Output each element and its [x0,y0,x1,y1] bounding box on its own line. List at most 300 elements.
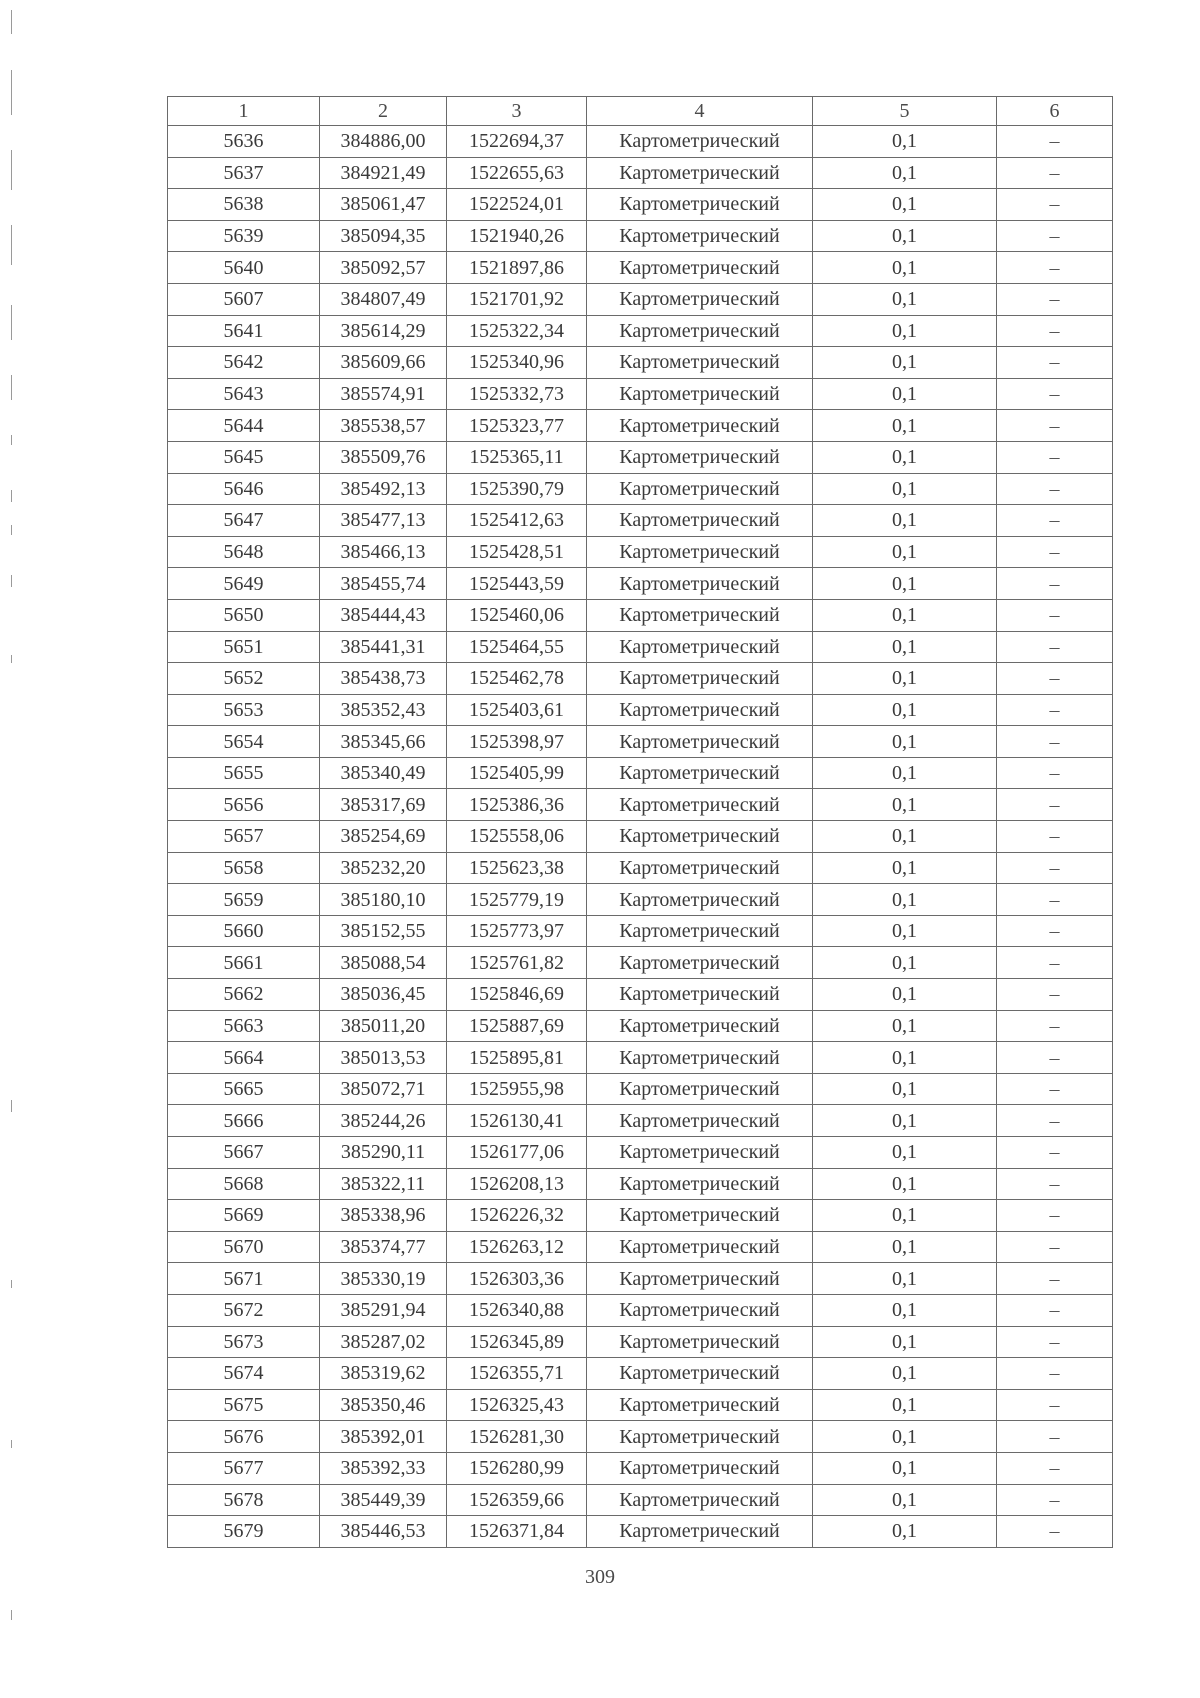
table-cell-col-4: Картометрический [587,157,813,189]
table-cell-col-4: Картометрический [587,599,813,631]
table-cell-col-5: 0,1 [813,1137,997,1169]
table-cell-col-6: – [997,599,1113,631]
table-cell-col-3: 1525460,06 [447,599,587,631]
table-cell-col-6: – [997,1389,1113,1421]
table-cell-col-5: 0,1 [813,599,997,631]
table-row [168,1042,1113,1074]
table-cell-col-2: 385340,49 [320,757,447,789]
table-cell-col-2: 385088,54 [320,947,447,979]
table-cell-col-5: 0,1 [813,789,997,821]
table-cell-col-1: 5637 [168,157,320,189]
table-row [168,378,1113,410]
table-cell-col-2: 385449,39 [320,1484,447,1516]
table-cell-col-5: 0,1 [813,663,997,695]
table-row [168,1452,1113,1484]
table-cell-col-6: – [997,252,1113,284]
table-cell-col-3: 1525462,78 [447,663,587,695]
table-cell-col-2: 385446,53 [320,1516,447,1548]
table-cell-col-3: 1526177,06 [447,1137,587,1169]
table-cell-col-4: Картометрический [587,1168,813,1200]
table-cell-col-6: – [997,947,1113,979]
table-cell-col-5: 0,1 [813,631,997,663]
table-cell-col-4: Картометрический [587,852,813,884]
table-cell-col-3: 1526325,43 [447,1389,587,1421]
table-row [168,852,1113,884]
table-cell-col-5: 0,1 [813,1484,997,1516]
table-cell-col-2: 385392,33 [320,1452,447,1484]
table-cell-col-6: – [997,1073,1113,1105]
table-cell-col-2: 385455,74 [320,568,447,600]
table-cell-col-6: – [997,315,1113,347]
table-cell-col-6: – [997,189,1113,221]
table-cell-col-5: 0,1 [813,1010,997,1042]
coordinates-table [167,96,1113,1548]
table-cell-col-1: 5657 [168,821,320,853]
table-cell-col-2: 385352,43 [320,694,447,726]
table-cell-col-3: 1526130,41 [447,1105,587,1137]
table-row [168,947,1113,979]
table-cell-col-4: Картометрический [587,347,813,379]
table-cell-col-3: 1526359,66 [447,1484,587,1516]
table-cell-col-3: 1526345,89 [447,1326,587,1358]
table-cell-col-4: Картометрический [587,1452,813,1484]
table-row [168,347,1113,379]
table-cell-col-1: 5636 [168,126,320,158]
table-cell-col-4: Картометрический [587,1042,813,1074]
table-cell-col-5: 0,1 [813,220,997,252]
table-cell-col-3: 1526355,71 [447,1358,587,1390]
table-cell-col-3: 1525623,38 [447,852,587,884]
column-header-6: 6 [997,97,1113,126]
table-row [168,1073,1113,1105]
table-cell-col-5: 0,1 [813,126,997,158]
table-cell-col-1: 5662 [168,979,320,1011]
table-cell-col-4: Картометрический [587,631,813,663]
table-cell-col-1: 5661 [168,947,320,979]
table-cell-col-2: 385466,13 [320,536,447,568]
table-row [168,1421,1113,1453]
table-cell-col-4: Картометрический [587,1326,813,1358]
table-cell-col-2: 385338,96 [320,1200,447,1232]
table-cell-col-3: 1525340,96 [447,347,587,379]
table-cell-col-6: – [997,1231,1113,1263]
table-cell-col-6: – [997,1200,1113,1232]
table-cell-col-3: 1525761,82 [447,947,587,979]
table-row [168,1168,1113,1200]
column-header-5: 5 [813,97,997,126]
table-row [168,1358,1113,1390]
table-row [168,505,1113,537]
table-cell-col-2: 385011,20 [320,1010,447,1042]
table-cell-col-4: Картометрический [587,1105,813,1137]
table-row [168,1326,1113,1358]
table-cell-col-5: 0,1 [813,1200,997,1232]
table-cell-col-3: 1525887,69 [447,1010,587,1042]
table-cell-col-1: 5659 [168,884,320,916]
table-cell-col-2: 384921,49 [320,157,447,189]
table-cell-col-5: 0,1 [813,947,997,979]
table-cell-col-4: Картометрический [587,220,813,252]
table-cell-col-2: 385345,66 [320,726,447,758]
table-cell-col-3: 1525779,19 [447,884,587,916]
table-cell-col-4: Картометрический [587,378,813,410]
table-cell-col-5: 0,1 [813,726,997,758]
table-cell-col-6: – [997,126,1113,158]
table-cell-col-4: Картометрический [587,789,813,821]
table-cell-col-4: Картометрический [587,694,813,726]
table-cell-col-3: 1525464,55 [447,631,587,663]
table-row [168,220,1113,252]
table-cell-col-6: – [997,821,1113,853]
table-body [168,126,1113,1548]
table-cell-col-2: 385441,31 [320,631,447,663]
table-cell-col-5: 0,1 [813,1326,997,1358]
table-cell-col-6: – [997,220,1113,252]
table-cell-col-1: 5655 [168,757,320,789]
table-cell-col-6: – [997,1294,1113,1326]
table-cell-col-4: Картометрический [587,473,813,505]
table-row [168,568,1113,600]
table-cell-col-2: 385322,11 [320,1168,447,1200]
table-cell-col-3: 1525773,97 [447,915,587,947]
table-row [168,631,1113,663]
table-row [168,884,1113,916]
table-cell-col-2: 385374,77 [320,1231,447,1263]
table-cell-col-2: 385492,13 [320,473,447,505]
table-cell-col-3: 1525846,69 [447,979,587,1011]
table-cell-col-4: Картометрический [587,1421,813,1453]
table-row [168,410,1113,442]
table-cell-col-6: – [997,1263,1113,1295]
table-cell-col-1: 5671 [168,1263,320,1295]
table-cell-col-1: 5672 [168,1294,320,1326]
table-cell-col-2: 385538,57 [320,410,447,442]
table-cell-col-5: 0,1 [813,821,997,853]
table-cell-col-5: 0,1 [813,694,997,726]
table-cell-col-2: 385232,20 [320,852,447,884]
table-cell-col-2: 385094,35 [320,220,447,252]
table-cell-col-4: Картометрический [587,441,813,473]
table-cell-col-4: Картометрический [587,189,813,221]
table-cell-col-5: 0,1 [813,189,997,221]
table-cell-col-2: 385254,69 [320,821,447,853]
table-cell-col-2: 385013,53 [320,1042,447,1074]
table-cell-col-5: 0,1 [813,315,997,347]
table-cell-col-2: 385244,26 [320,1105,447,1137]
table-cell-col-1: 5669 [168,1200,320,1232]
table-row [168,441,1113,473]
column-header-1: 1 [168,97,320,126]
table-cell-col-2: 385392,01 [320,1421,447,1453]
table-row [168,1231,1113,1263]
table-cell-col-5: 0,1 [813,1105,997,1137]
table-header [168,97,1113,126]
table-cell-col-4: Картометрический [587,1484,813,1516]
table-cell-col-2: 385574,91 [320,378,447,410]
table-cell-col-4: Картометрический [587,947,813,979]
table-cell-col-1: 5641 [168,315,320,347]
table-cell-col-1: 5638 [168,189,320,221]
table-cell-col-5: 0,1 [813,410,997,442]
table-cell-col-2: 385152,55 [320,915,447,947]
table-cell-col-4: Картометрический [587,1200,813,1232]
table-cell-col-2: 385291,94 [320,1294,447,1326]
table-cell-col-6: – [997,884,1113,916]
table-cell-col-6: – [997,1105,1113,1137]
table-row [168,1484,1113,1516]
table-cell-col-1: 5639 [168,220,320,252]
table-cell-col-4: Картометрический [587,1231,813,1263]
table-cell-col-1: 5653 [168,694,320,726]
table-cell-col-6: – [997,473,1113,505]
table-cell-col-5: 0,1 [813,1389,997,1421]
table-cell-col-5: 0,1 [813,979,997,1011]
table-cell-col-1: 5607 [168,283,320,315]
table-cell-col-1: 5674 [168,1358,320,1390]
table-cell-col-6: – [997,347,1113,379]
table-cell-col-3: 1525558,06 [447,821,587,853]
table-cell-col-6: – [997,979,1113,1011]
table-cell-col-2: 385444,43 [320,599,447,631]
table-cell-col-3: 1525443,59 [447,568,587,600]
table-cell-col-3: 1521897,86 [447,252,587,284]
table-row [168,157,1113,189]
table-row [168,315,1113,347]
table-cell-col-6: – [997,1452,1113,1484]
table-cell-col-3: 1525322,34 [447,315,587,347]
table-cell-col-3: 1525412,63 [447,505,587,537]
table-cell-col-5: 0,1 [813,441,997,473]
table-cell-col-6: – [997,631,1113,663]
table-cell-col-1: 5678 [168,1484,320,1516]
table-cell-col-4: Картометрический [587,1073,813,1105]
table-cell-col-3: 1525428,51 [447,536,587,568]
table-cell-col-3: 1526371,84 [447,1516,587,1548]
table-cell-col-6: – [997,1010,1113,1042]
table-cell-col-1: 5646 [168,473,320,505]
table-cell-col-4: Картометрический [587,884,813,916]
table-cell-col-4: Картометрический [587,252,813,284]
table-cell-col-1: 5649 [168,568,320,600]
table-cell-col-3: 1526303,36 [447,1263,587,1295]
scan-margin-marks [8,0,18,1698]
table-cell-col-6: – [997,1516,1113,1548]
table-cell-col-2: 385061,47 [320,189,447,221]
table-cell-col-2: 385287,02 [320,1326,447,1358]
table-cell-col-4: Картометрический [587,1389,813,1421]
header-row [168,97,1113,126]
table-row [168,126,1113,158]
table-cell-col-5: 0,1 [813,1294,997,1326]
table-cell-col-1: 5663 [168,1010,320,1042]
table-cell-col-3: 1525405,99 [447,757,587,789]
table-row [168,1010,1113,1042]
table-cell-col-4: Картометрический [587,757,813,789]
table-cell-col-1: 5642 [168,347,320,379]
table-cell-col-2: 384807,49 [320,283,447,315]
table-cell-col-6: – [997,789,1113,821]
table-row [168,283,1113,315]
table-row [168,726,1113,758]
table-cell-col-1: 5658 [168,852,320,884]
table-cell-col-3: 1525390,79 [447,473,587,505]
table-cell-col-4: Картометрический [587,283,813,315]
table-row [168,473,1113,505]
table-row [168,1294,1113,1326]
table-row [168,789,1113,821]
table-cell-col-6: – [997,1042,1113,1074]
table-cell-col-4: Картометрический [587,1137,813,1169]
table-row [168,757,1113,789]
table-cell-col-4: Картометрический [587,1516,813,1548]
table-cell-col-5: 0,1 [813,347,997,379]
table-cell-col-2: 385509,76 [320,441,447,473]
table-cell-col-2: 385438,73 [320,663,447,695]
table-cell-col-3: 1526226,32 [447,1200,587,1232]
table-cell-col-5: 0,1 [813,378,997,410]
table-cell-col-2: 385609,66 [320,347,447,379]
table-cell-col-6: – [997,1168,1113,1200]
table-cell-col-2: 385072,71 [320,1073,447,1105]
column-header-4: 4 [587,97,813,126]
table-cell-col-1: 5654 [168,726,320,758]
table-cell-col-5: 0,1 [813,852,997,884]
table-cell-col-1: 5645 [168,441,320,473]
table-cell-col-6: – [997,663,1113,695]
table-cell-col-1: 5675 [168,1389,320,1421]
table-cell-col-2: 385350,46 [320,1389,447,1421]
table-cell-col-1: 5670 [168,1231,320,1263]
table-cell-col-2: 385092,57 [320,252,447,284]
table-row [168,189,1113,221]
table-cell-col-1: 5676 [168,1421,320,1453]
table-cell-col-6: – [997,694,1113,726]
table-cell-col-6: – [997,157,1113,189]
table-cell-col-5: 0,1 [813,1231,997,1263]
table-cell-col-4: Картометрический [587,1263,813,1295]
table-cell-col-4: Картометрический [587,410,813,442]
table-cell-col-2: 385477,13 [320,505,447,537]
table-cell-col-4: Картометрический [587,505,813,537]
table-cell-col-5: 0,1 [813,1168,997,1200]
table-cell-col-6: – [997,505,1113,537]
table-cell-col-5: 0,1 [813,757,997,789]
table-cell-col-4: Картометрический [587,1294,813,1326]
table-cell-col-1: 5644 [168,410,320,442]
table-row [168,694,1113,726]
table-cell-col-1: 5664 [168,1042,320,1074]
table-cell-col-1: 5643 [168,378,320,410]
table-cell-col-2: 385290,11 [320,1137,447,1169]
table-cell-col-2: 385180,10 [320,884,447,916]
table-cell-col-3: 1525332,73 [447,378,587,410]
table-row [168,1263,1113,1295]
table-cell-col-1: 5640 [168,252,320,284]
table-cell-col-3: 1521940,26 [447,220,587,252]
table-row [168,1516,1113,1548]
table-cell-col-5: 0,1 [813,1042,997,1074]
table-cell-col-6: – [997,283,1113,315]
table-cell-col-5: 0,1 [813,505,997,537]
table-cell-col-4: Картометрический [587,315,813,347]
table-cell-col-1: 5650 [168,599,320,631]
table-cell-col-3: 1526263,12 [447,1231,587,1263]
table-cell-col-5: 0,1 [813,1516,997,1548]
table-cell-col-1: 5647 [168,505,320,537]
column-header-2: 2 [320,97,447,126]
table-cell-col-6: – [997,915,1113,947]
table-row [168,1105,1113,1137]
table-cell-col-4: Картометрический [587,568,813,600]
table-cell-col-5: 0,1 [813,1263,997,1295]
table-cell-col-6: – [997,378,1113,410]
table-cell-col-4: Картометрический [587,726,813,758]
table-cell-col-5: 0,1 [813,473,997,505]
table-cell-col-3: 1525895,81 [447,1042,587,1074]
table-row [168,1137,1113,1169]
table-cell-col-1: 5677 [168,1452,320,1484]
table-row [168,536,1113,568]
table-cell-col-3: 1522694,37 [447,126,587,158]
table-cell-col-3: 1525323,77 [447,410,587,442]
table-cell-col-1: 5652 [168,663,320,695]
table-cell-col-6: – [997,568,1113,600]
table-row [168,915,1113,947]
table-cell-col-4: Картометрический [587,536,813,568]
table-cell-col-3: 1525386,36 [447,789,587,821]
table-cell-col-6: – [997,536,1113,568]
table-cell-col-1: 5668 [168,1168,320,1200]
table-cell-col-5: 0,1 [813,283,997,315]
column-header-3: 3 [447,97,587,126]
table-cell-col-6: – [997,1484,1113,1516]
table-row [168,1389,1113,1421]
table-cell-col-5: 0,1 [813,1421,997,1453]
table-cell-col-2: 384886,00 [320,126,447,158]
table-cell-col-1: 5665 [168,1073,320,1105]
table-cell-col-6: – [997,1358,1113,1390]
table-cell-col-5: 0,1 [813,252,997,284]
table-cell-col-4: Картометрический [587,1010,813,1042]
table-cell-col-6: – [997,852,1113,884]
table-cell-col-6: – [997,441,1113,473]
table-cell-col-3: 1526208,13 [447,1168,587,1200]
table-cell-col-6: – [997,1421,1113,1453]
table-cell-col-1: 5656 [168,789,320,821]
table-cell-col-5: 0,1 [813,157,997,189]
table-cell-col-3: 1522524,01 [447,189,587,221]
table-cell-col-4: Картометрический [587,915,813,947]
table-cell-col-2: 385036,45 [320,979,447,1011]
table-cell-col-3: 1525955,98 [447,1073,587,1105]
table-cell-col-1: 5666 [168,1105,320,1137]
table-cell-col-2: 385614,29 [320,315,447,347]
table-cell-col-3: 1526340,88 [447,1294,587,1326]
table-cell-col-4: Картометрический [587,126,813,158]
table-cell-col-4: Картометрический [587,663,813,695]
table-cell-col-1: 5651 [168,631,320,663]
table-cell-col-1: 5648 [168,536,320,568]
table-cell-col-3: 1525365,11 [447,441,587,473]
table-cell-col-4: Картометрический [587,979,813,1011]
table-cell-col-3: 1522655,63 [447,157,587,189]
table-cell-col-1: 5667 [168,1137,320,1169]
table-cell-col-6: – [997,410,1113,442]
table-cell-col-1: 5660 [168,915,320,947]
table-cell-col-6: – [997,726,1113,758]
table-row [168,663,1113,695]
table-cell-col-3: 1521701,92 [447,283,587,315]
